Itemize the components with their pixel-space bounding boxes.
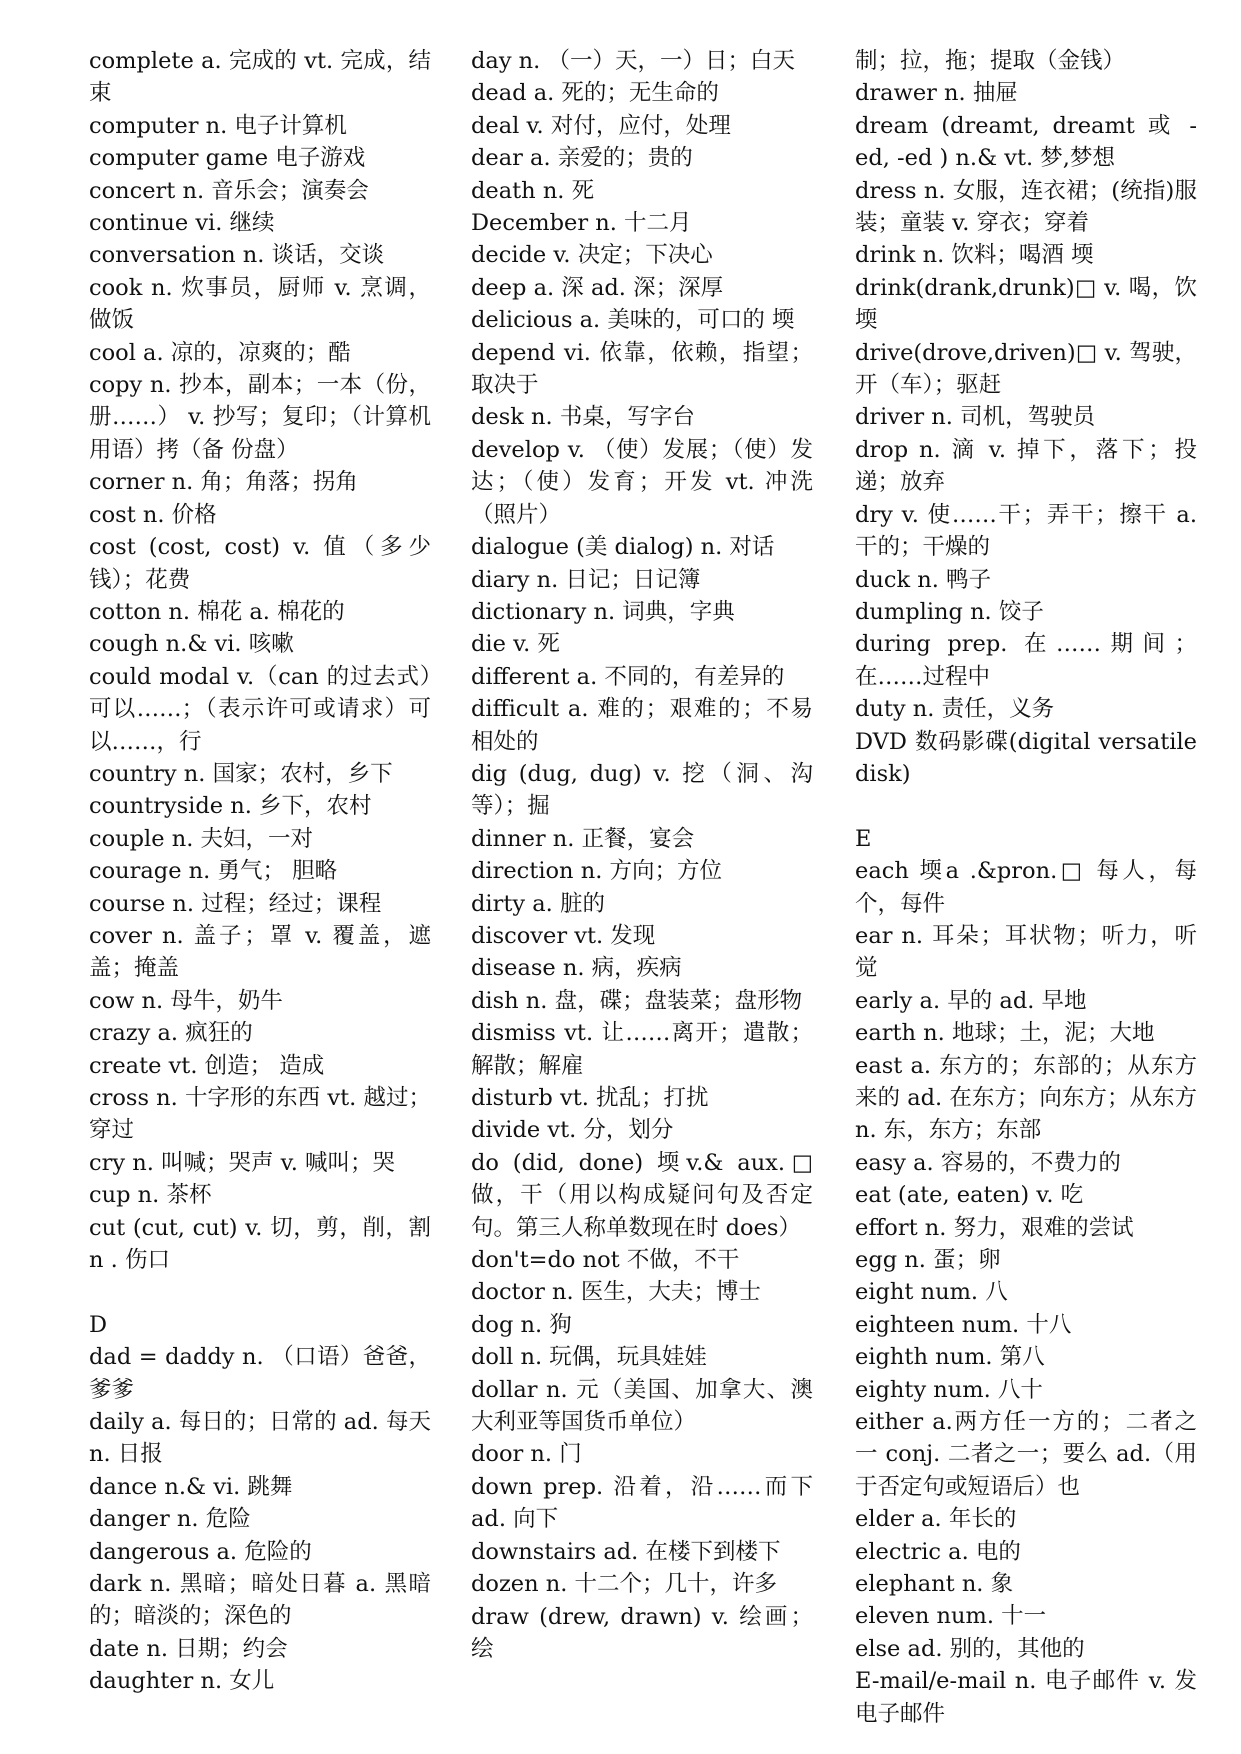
vocab-entry: delicious a. 美味的，可口的 堧 — [471, 307, 795, 334]
vocab-entry: dangerous a. 危险的 — [89, 1538, 312, 1565]
vocab-entry: could modal v.（can 的过去式）可以……；（表示许可或请求）可以……，行 — [89, 663, 431, 755]
vocab-entry: dance n.& vi. 跳舞 — [89, 1473, 293, 1500]
vocab-entry: daily a. 每日的；日常的 ad. 每天 n. 日报 — [89, 1409, 431, 1468]
vocab-entry: dumpling n. 饺子 — [855, 598, 1044, 625]
vocab-entry: eight num. 八 — [855, 1279, 1008, 1306]
vocab-entry: difficult a. 难的；艰难的；不易相处的 — [471, 696, 813, 755]
vocab-entry: different a. 不同的，有差异的 — [471, 663, 785, 690]
vocab-entry: corner n. 角；角落；拐角 — [89, 469, 358, 496]
vocab-entry: disease n. 病，疾病 — [471, 955, 682, 982]
vocab-entry: doctor n. 医生，大夫；博士 — [471, 1279, 761, 1306]
vocab-entry: crazy a. 疯狂的 — [89, 1020, 253, 1047]
vocab-entry: develop v. （使）发展；（使）发达；（使）发育；开发 vt. 冲洗（照片） — [471, 436, 813, 528]
vocab-entry: eleven num. 十一 — [855, 1603, 1047, 1630]
vocab-entry: don't=do not 不做，不干 — [471, 1247, 740, 1274]
vocab-entry: drop n. 滴 v. 掉下，落下；投递；放弃 — [855, 436, 1197, 496]
vocab-entry: create vt. 创造； 造成 — [89, 1052, 325, 1079]
section-spacer — [855, 790, 1197, 822]
vocab-entry: danger n. 危险 — [89, 1506, 251, 1533]
vocab-entry: computer game 电子游戏 — [89, 145, 366, 172]
vocab-entry: complete a. 完成的 vt. 完成，结束 — [89, 48, 431, 107]
column-1 — [89, 45, 431, 1698]
vocab-entry: drink n. 饮料；喝酒 堧 — [855, 242, 1094, 269]
vocab-entry: countryside n. 乡下，农村 — [89, 793, 372, 820]
vocab-entry: either a.两方任一方的；二者之一 conj. 二者之一；要么 ad.（用于否定句或短语后）也 — [855, 1409, 1197, 1500]
vocab-entry: 制；拉，拖；提取（金钱） — [855, 48, 1126, 74]
vocab-entry: cool a. 凉的，凉爽的；酷 — [89, 339, 351, 366]
vocab-entry: eighty num. 八十 — [855, 1376, 1043, 1403]
vocab-entry: deal v. 对付，应付，处理 — [471, 112, 731, 139]
vocab-entry: dead a. 死的；无生命的 — [471, 80, 719, 107]
vocab-entry: desk n. 书桌，写字台 — [471, 404, 695, 431]
vocab-entry: each 堧a .&pron.□ 每人，每个，每件 — [855, 858, 1197, 917]
vocab-entry: dig (dug, dug) v. 挖（洞、沟等）；掘 — [471, 760, 813, 820]
vocab-entry: driver n. 司机，驾驶员 — [855, 404, 1096, 431]
vocab-entry: egg n. 蛋；卵 — [855, 1247, 1001, 1274]
vocab-entry: cough n.& vi. 咳嗽 — [89, 631, 294, 658]
vocab-entry: dismiss vt. 让……离开；遣散；解散；解雇 — [471, 1020, 813, 1079]
vocab-entry: downstairs ad. 在楼下到楼下 — [471, 1538, 781, 1565]
vocab-entry: cost (cost, cost) v. 值（多少钱）；花费 — [89, 534, 431, 593]
vocab-entry: cover n. 盖子；罩 v. 覆盖，遮盖；掩盖 — [89, 922, 431, 982]
vocab-entry: day n. （一）天，一）日；白天 — [471, 48, 795, 74]
vocab-entry: deep a. 深 ad. 深；深厚 — [471, 274, 724, 301]
vocab-entry: eat (ate, eaten) v. 吃 — [855, 1182, 1084, 1209]
vocab-entry: conversation n. 谈话，交谈 — [89, 242, 385, 269]
vocab-entry: concert n. 音乐会；演奏会 — [89, 177, 369, 204]
vocab-entry: during prep. 在……期间；在……过程中 — [855, 631, 1197, 690]
vocab-entry: depend vi. 依靠，依赖，指望；取决于 — [471, 339, 813, 399]
vocab-entry: country n. 国家；农村，乡下 — [89, 760, 393, 787]
vocab-entry: dinner n. 正餐，宴会 — [471, 825, 695, 852]
vocab-entry: dirty a. 脏的 — [471, 890, 605, 917]
vocab-entry: eighth num. 第八 — [855, 1344, 1045, 1371]
vocab-entry: drawer n. 抽屉 — [855, 80, 1018, 107]
vocab-entry: dad = daddy n. （口语）爸爸，爹爹 — [89, 1344, 431, 1403]
vocab-entry: diary n. 日记；日记簿 — [471, 566, 701, 593]
vocab-entry: dear a. 亲爱的；贵的 — [471, 145, 693, 172]
vocab-entry: effort n. 努力，艰难的尝试 — [855, 1214, 1134, 1241]
vocab-entry: cross n. 十字形的东西 vt. 越过；穿过 — [89, 1085, 431, 1144]
vocab-entry: easy a. 容易的，不费力的 — [855, 1149, 1121, 1176]
vocab-entry: courage n. 勇气； 胆略 — [89, 858, 338, 885]
vocab-entry: elephant n. 象 — [855, 1571, 1014, 1598]
vocab-entry: death n. 死 — [471, 177, 595, 204]
vocab-entry: daughter n. 女儿 — [89, 1668, 275, 1695]
vocab-entry: dollar n. 元（美国、加拿大、澳大利亚等国货币单位） — [471, 1376, 813, 1436]
vocab-entry: draw (drew, drawn) v. 绘画；绘 — [471, 1603, 813, 1662]
vocab-entry: doll n. 玩偶，玩具娃娃 — [471, 1344, 707, 1371]
vocab-entry: else ad. 别的，其他的 — [855, 1635, 1085, 1662]
vocab-entry: door n. 门 — [471, 1441, 582, 1468]
vocab-entry: copy n. 抄本，副本；一本（份，册……） v. 抄写；复印；（计算机用语）拷（备 份盘） — [89, 372, 431, 463]
vocab-entry: dream (dreamt, dreamt 或 -ed, -ed ) n.& vt. 梦,梦想 — [855, 112, 1197, 172]
vocab-entry: cry n. 叫喊；哭声 v. 喊叫；哭 — [89, 1149, 396, 1176]
vocab-entry: do (did, done) 堧v.& aux.□ 做，干（用以构成疑问句及否定句。第三人称单数现在时 does） — [471, 1149, 813, 1241]
vocab-entry: east a. 东方的；东部的；从东方来的 ad. 在东方；向东方；从东方 n. 东，东方；东部 — [855, 1052, 1197, 1144]
vocab-entry: elder a. 年长的 — [855, 1506, 1017, 1533]
vocab-entry: cost n. 价格 — [89, 501, 217, 528]
vocab-entry: dozen n. 十二个；几十，许多 — [471, 1571, 778, 1598]
vocab-entry: drive(drove,driven)□ v. 驾驶，开（车）；驱赶 — [855, 339, 1197, 399]
vocab-entry: computer n. 电子计算机 — [89, 112, 347, 139]
vocab-entry: eighteen num. 十八 — [855, 1311, 1072, 1338]
vocab-entry: DVD 数码影碟(digital versatile disk) — [855, 728, 1197, 787]
vocab-entry: down prep. 沿着，沿……而下 ad. 向下 — [471, 1473, 813, 1533]
vocab-entry: decide v. 决定；下决心 — [471, 242, 713, 269]
vocab-entry: direction n. 方向；方位 — [471, 858, 722, 885]
column-2 — [471, 45, 813, 1665]
vocab-entry: dress n. 女服，连衣裙；(统指)服装；童装 v. 穿衣；穿着 — [855, 177, 1197, 237]
vocab-entry: cow n. 母牛，奶牛 — [89, 987, 283, 1014]
vocab-entry: earth n. 地球；土，泥；大地 — [855, 1020, 1155, 1047]
vocab-entry: dry v. 使……干；弄干；擦干 a. 干的；干燥的 — [855, 501, 1197, 561]
vocab-entry: couple n. 夫妇，一对 — [89, 825, 314, 852]
vocab-entry: E-mail/e-mail n. 电子邮件 v. 发电子邮件 — [855, 1668, 1197, 1727]
column-3 — [855, 45, 1197, 1730]
section-letter-heading: D — [89, 1311, 108, 1338]
vocab-entry: cotton n. 棉花 a. 棉花的 — [89, 598, 345, 625]
vocab-entry: dish n. 盘，碟；盘装菜；盘形物 — [471, 987, 803, 1014]
vocab-entry: divide vt. 分，划分 — [471, 1117, 674, 1144]
vocab-entry: drink(drank,drunk)□ v. 喝，饮 堧 — [855, 274, 1197, 334]
vocab-entry: die v. 死 — [471, 631, 560, 658]
vocab-entry: electric a. 电的 — [855, 1538, 1021, 1565]
vocab-entry: dog n. 狗 — [471, 1311, 572, 1338]
vocab-entry: date n. 日期；约会 — [89, 1635, 288, 1662]
vocab-entry: early a. 早的 ad. 早地 — [855, 987, 1087, 1014]
vocab-entry: ear n. 耳朵；耳状物；听力，听觉 — [855, 922, 1197, 982]
vocab-entry: course n. 过程；经过；课程 — [89, 890, 382, 917]
vocab-entry: dialogue (美 dialog) n. 对话 — [471, 534, 775, 561]
vocab-entry: dictionary n. 词典，字典 — [471, 598, 735, 625]
vocab-entry: duck n. 鸭子 — [855, 566, 992, 593]
section-letter-heading: E — [855, 825, 872, 852]
vocab-entry: continue vi. 继续 — [89, 210, 275, 237]
vocab-entry: cook n. 炊事员，厨师 v. 烹调，做饭 — [89, 274, 431, 334]
vocab-entry: duty n. 责任，义务 — [855, 696, 1055, 723]
vocab-entry: cut (cut, cut) v. 切，剪，削，割 n . 伤口 — [89, 1214, 431, 1274]
vocab-entry: cup n. 茶杯 — [89, 1182, 212, 1209]
vocab-entry: dark n. 黑暗；暗处日暮 a. 黑暗的；暗淡的；深色的 — [89, 1571, 431, 1630]
vocab-entry: disturb vt. 扰乱；打扰 — [471, 1085, 709, 1111]
vocab-entry: discover vt. 发现 — [471, 922, 656, 949]
vocab-entry: December n. 十二月 — [471, 210, 692, 237]
section-spacer — [89, 1276, 431, 1308]
